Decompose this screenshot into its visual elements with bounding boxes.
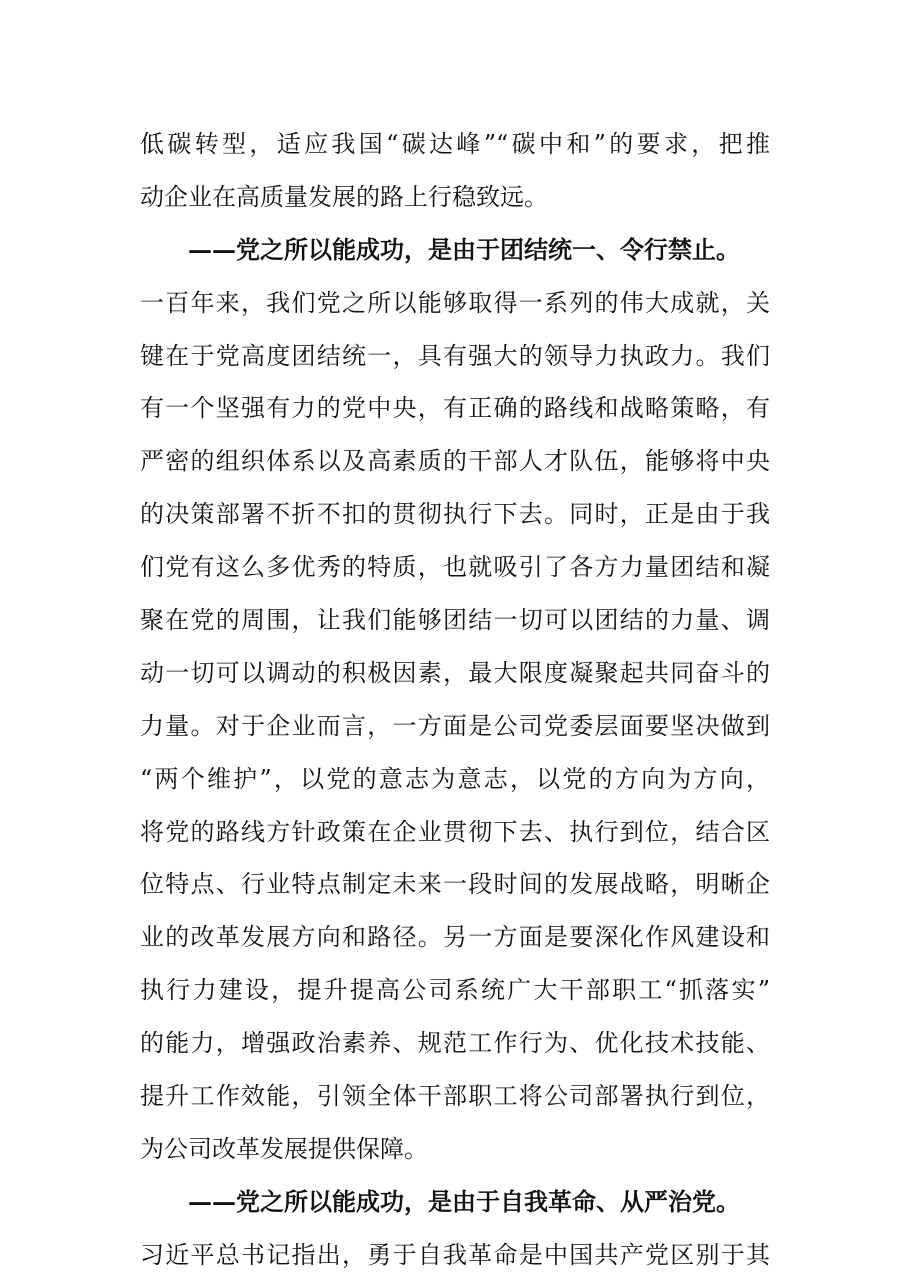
paragraph-line: 将党的路线方针政策在企业贯彻下去、执行到位，结合区 [140, 817, 770, 846]
section-heading: ——党之所以能成功，是由于团结统一、令行禁止。 [188, 234, 740, 264]
paragraph-line: 的决策部署不折不扣的贯彻执行下去。同时，正是由于我 [140, 500, 770, 529]
paragraph-line: 习近平总书记指出，勇于自我革命是中国共产党区别于其 [140, 1240, 770, 1269]
paragraph-line: “两个维护”，以党的意志为意志，以党的方向为方向， [140, 764, 770, 793]
paragraph-line: 们党有这么多优秀的特质，也就吸引了各方力量团结和凝 [140, 553, 770, 582]
paragraph-line: 动一切可以调动的积极因素，最大限度凝聚起共同奋斗的 [140, 658, 770, 687]
paragraph-line: 严密的组织体系以及高素质的干部人才队伍，能够将中央 [140, 447, 770, 476]
document-body [140, 118, 770, 1282]
paragraph-line: 位特点、行业特点制定未来一段时间的发展战略，明晰企 [140, 870, 770, 899]
paragraph-line: 聚在党的周围，让我们能够团结一切可以团结的力量、调 [140, 606, 770, 635]
paragraph-line: 为公司改革发展提供保障。 [140, 1134, 428, 1163]
paragraph-line: 提升工作效能，引领全体干部职工将公司部署执行到位， [140, 1082, 770, 1111]
paragraph-line: 力量。对于企业而言，一方面是公司党委层面要坚决做到 [140, 711, 770, 740]
section-heading: ——党之所以能成功，是由于自我革命、从严治党。 [188, 1186, 740, 1216]
paragraph-line: 执行力建设，提升提高公司系统广大干部职工“抓落实” [140, 976, 770, 1005]
paragraph-line: 动企业在高质量发展的路上行稳致远。 [140, 182, 548, 211]
paragraph-line: 键在于党高度团结统一，具有强大的领导力执政力。我们 [140, 341, 770, 370]
paragraph-line: 的能力，增强政治素养、规范工作行为、优化技术技能、 [140, 1029, 770, 1058]
paragraph-line: 业的改革发展方向和路径。另一方面是要深化作风建设和 [140, 923, 770, 952]
paragraph-line: 低碳转型，适应我国“碳达峰”“碳中和”的要求，把推 [140, 130, 770, 158]
paragraph-line: 一百年来，我们党之所以能够取得一系列的伟大成就，关 [140, 288, 770, 317]
paragraph-line: 有一个坚强有力的党中央，有正确的路线和战略策略，有 [140, 394, 770, 423]
